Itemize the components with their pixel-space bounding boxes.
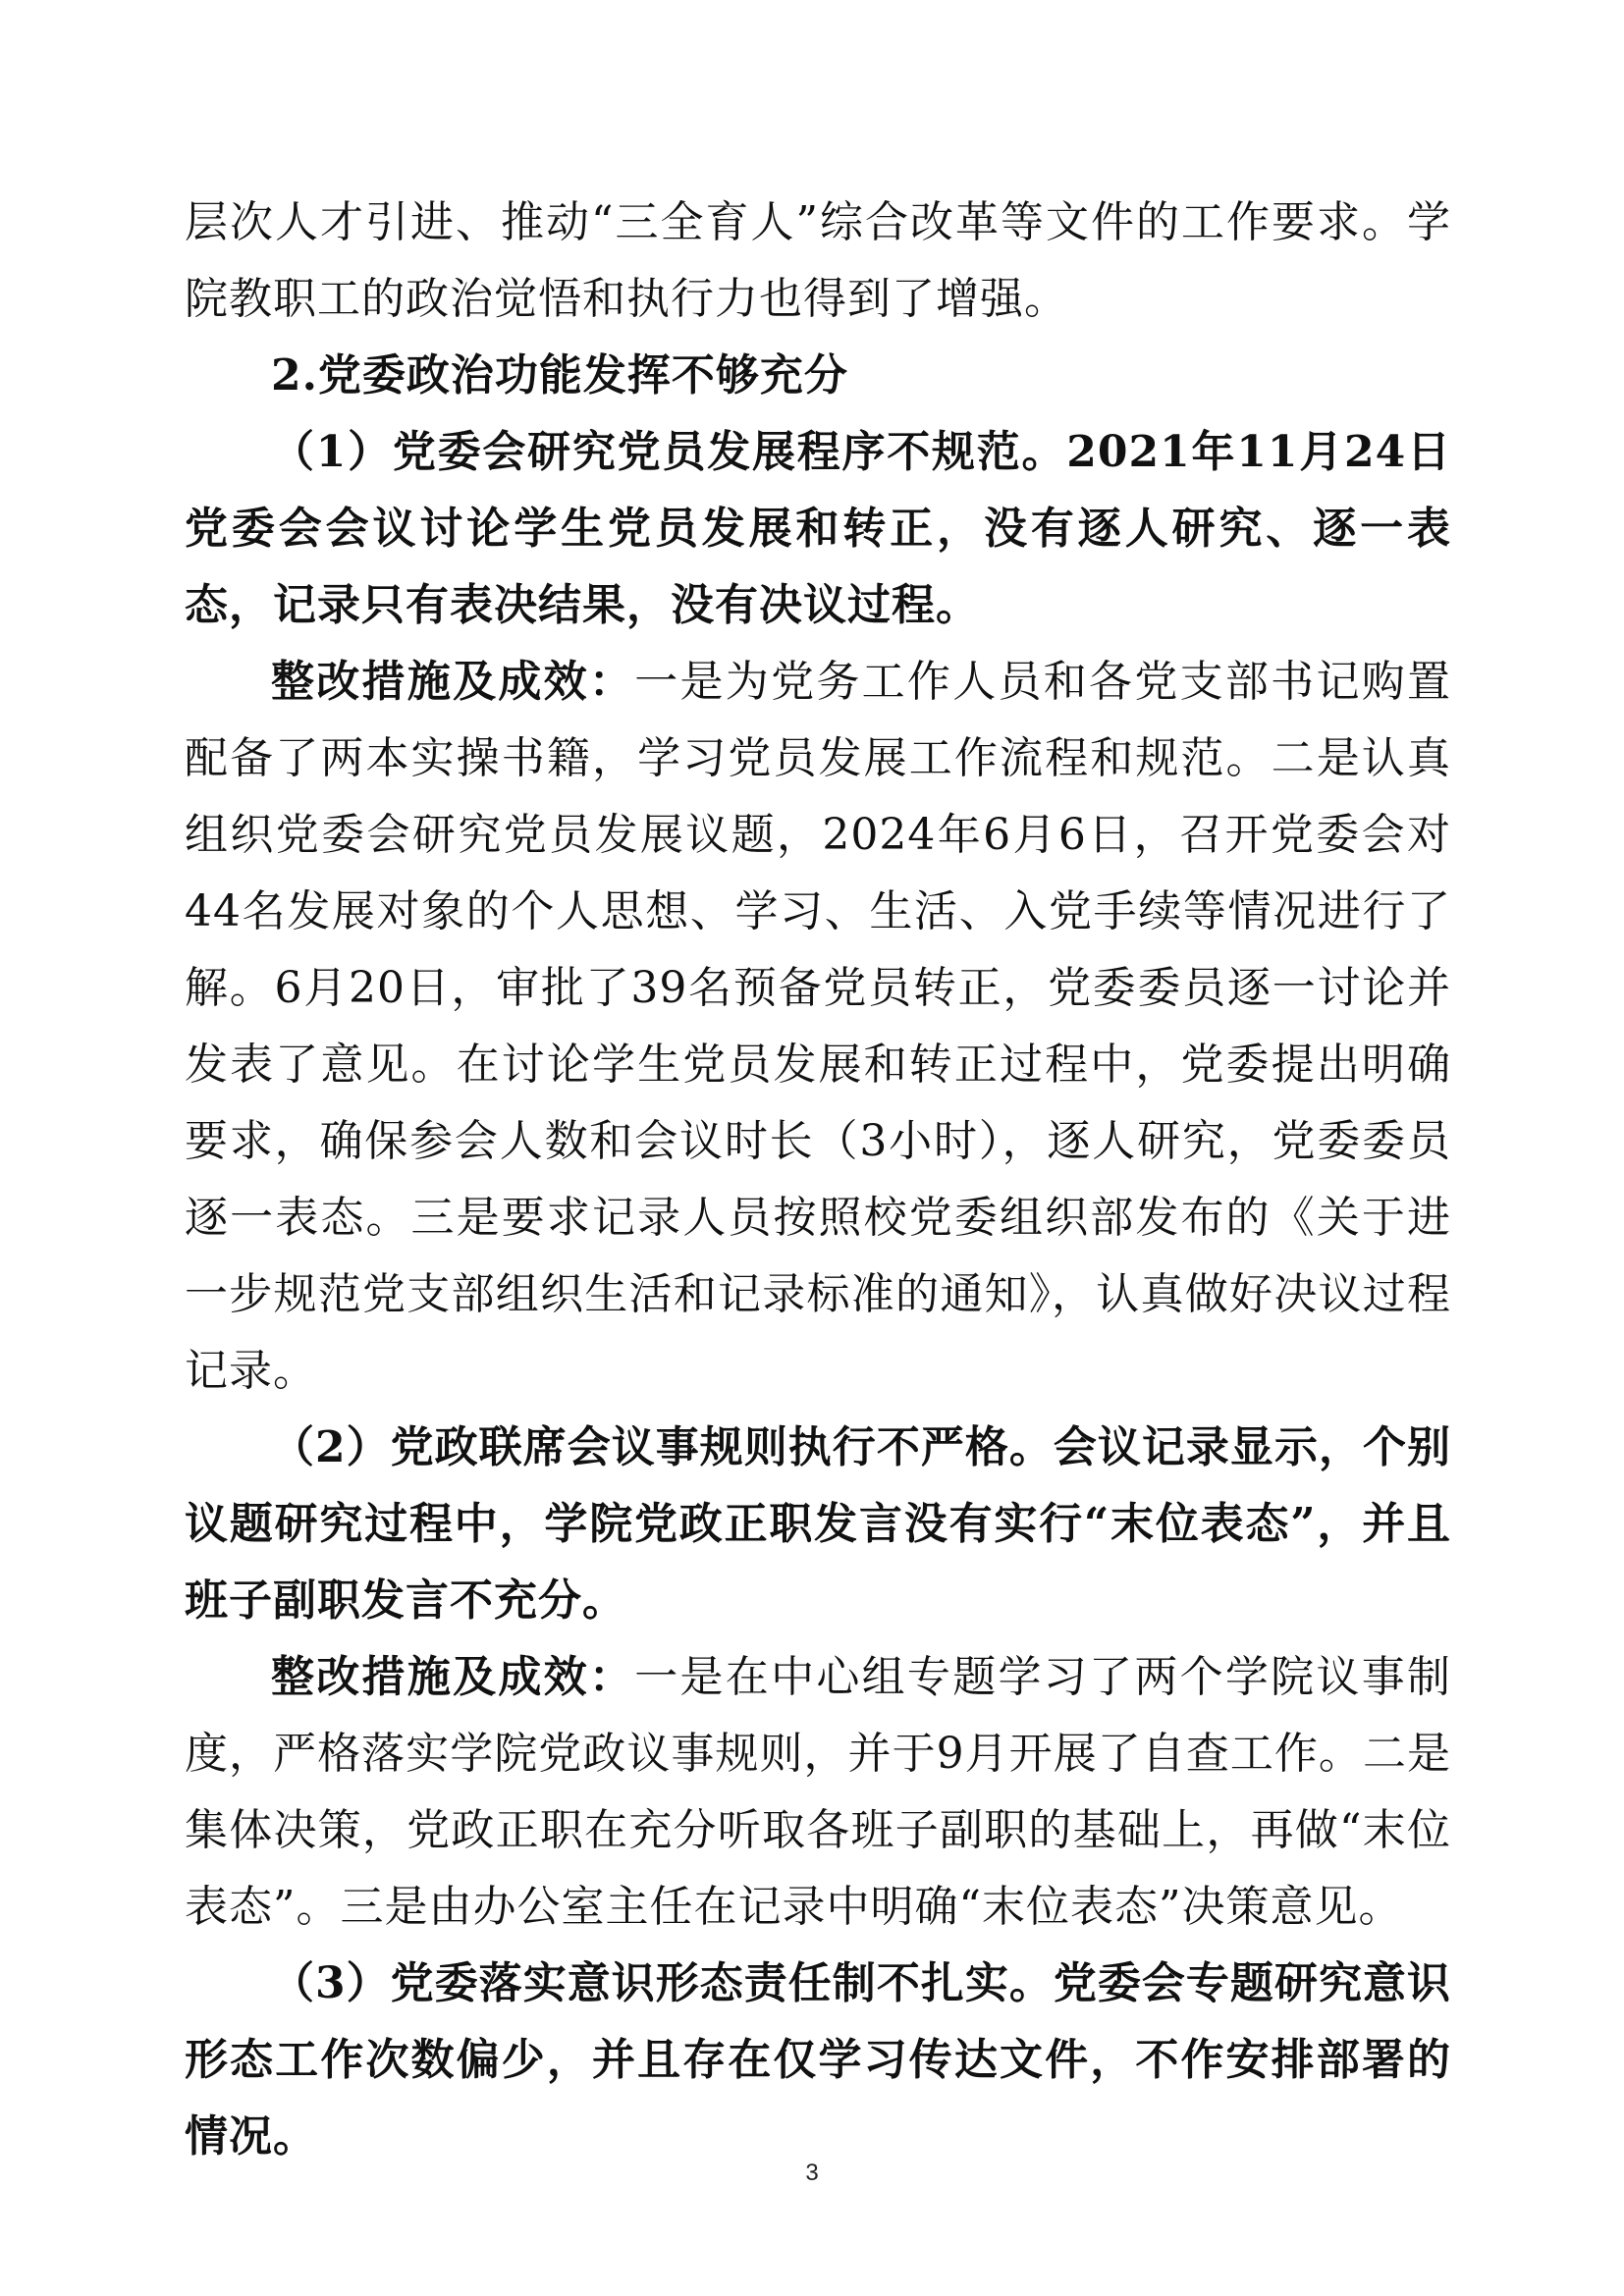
issue-1: （1）党委会研究党员发展程序不规范。2021年11月24日党委会会议讨论学生党员发展和转正，没有逐人研究、逐一表态，记录只有表决结果，没有决议过程。 [185, 427, 1451, 630]
paragraph-continuation: 层次人才引进、推动“三全育人”综合改革等文件的工作要求。学院教职工的政治觉悟和执行力也得到了增强。 [185, 197, 1451, 324]
measures-text: 一是在中心组专题学习了两个学院议事制度，严格落实学院党政议事规则，并于9月开展了自查工作。二是集体决策，党政正职在充分听取各班子副职的基础上，再做“末位表态”。三是由办公室主任在记录中明确“末位表态”决策意见。 [185, 1652, 1452, 1932]
measures-label: 整改措施及成效： [271, 1652, 635, 1702]
page-number: 3 [805, 2160, 819, 2186]
measures-label: 整改措施及成效： [271, 657, 635, 707]
measures-1 [185, 644, 1451, 1410]
document-body [185, 185, 1451, 2175]
issue-3: （3）党委落实意识形态责任制不扎实。党委会专题研究意识形态工作次数偏少，并且存在仅学习传达文件，不作安排部署的情况。 [185, 1958, 1451, 2162]
measures-text: 一是为党务工作人员和各党支部书记购置配备了两本实操书籍，学习党员发展工作流程和规范。二是认真组织党委会研究党员发展议题，2024年6月6日，召开党委会对44名发展对象的个人思想、学习、生活、入党手续等情况进行了解。6月20日，审批了39名预备党员转正，党委委员逐一讨论并发表了意见。在讨论学生党员发展和转正过程中，党委提出明确要求，确保参会人数和会议时长（3小时），逐人研究，党委委员逐一表态。三是要求记录人员按照校党委组织部发布的《关于进一步规范党支部组织生活和记录标准的通知》，认真做好决议过程记录。 [185, 657, 1452, 1396]
issue-2: （2）党政联席会议事规则执行不严格。会议记录显示，个别议题研究过程中，学院党政正职发言没有实行“末位表态”，并且班子副职发言不充分。 [185, 1422, 1451, 1626]
measures-2 [185, 1639, 1451, 1946]
section-heading: 2.党委政治功能发挥不够充分 [271, 350, 848, 400]
